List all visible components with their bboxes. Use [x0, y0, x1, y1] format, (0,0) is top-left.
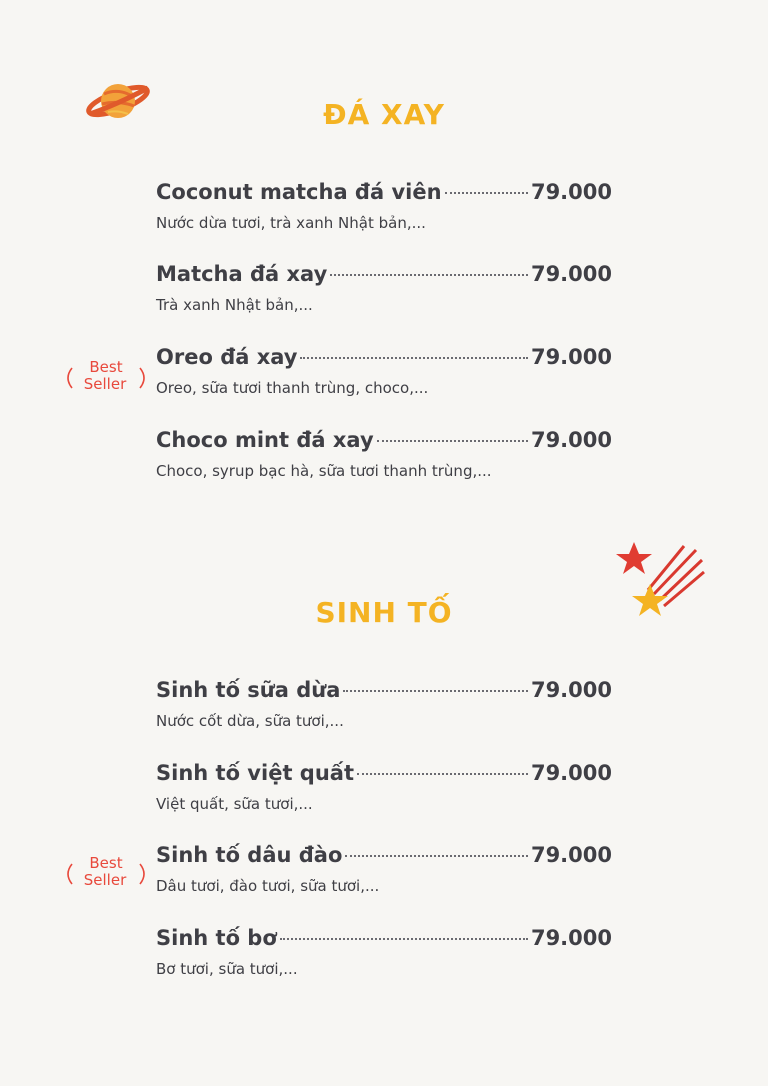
item-description: Nước cốt dừa, sữa tươi,... — [156, 712, 344, 730]
menu-item — [156, 926, 612, 978]
badge-line-1: Best — [89, 358, 123, 376]
item-price: 79.000 — [530, 678, 612, 702]
item-price: 79.000 — [530, 926, 612, 950]
item-name: Matcha đá xay — [156, 262, 328, 286]
item-price: 79.000 — [530, 428, 612, 452]
leader-dots — [280, 938, 528, 940]
section-title-sinh-to: SINH TỐ — [315, 596, 453, 629]
item-name: Sinh tố bơ — [156, 926, 277, 950]
item-description: Choco, syrup bạc hà, sữa tươi thanh trùng,... — [156, 462, 492, 480]
menu-item — [156, 843, 612, 895]
item-name: Coconut matcha đá viên — [156, 180, 442, 204]
item-price: 79.000 — [530, 262, 612, 286]
item-price: 79.000 — [530, 345, 612, 369]
item-description: Trà xanh Nhật bản,... — [156, 296, 313, 314]
leader-dots — [357, 773, 528, 775]
item-name: Sinh tố việt quất — [156, 761, 354, 785]
menu-item — [156, 262, 612, 314]
menu-item — [156, 428, 612, 480]
leader-dots — [343, 690, 528, 692]
item-name: Sinh tố dâu đào — [156, 843, 343, 867]
menu-item — [156, 678, 612, 730]
section-title-da-xay: ĐÁ XAY — [323, 98, 445, 131]
item-name: Choco mint đá xay — [156, 428, 374, 452]
item-description: Dâu tươi, đào tươi, sữa tươi,... — [156, 877, 380, 895]
badge-line-1: Best — [89, 854, 123, 872]
item-name: Sinh tố sữa dừa — [156, 678, 341, 702]
leader-dots — [377, 440, 528, 442]
item-price: 79.000 — [530, 180, 612, 204]
best-seller-badge — [62, 852, 150, 896]
item-description: Việt quất, sữa tươi,... — [156, 795, 313, 813]
leader-dots — [300, 357, 527, 359]
leader-dots — [445, 192, 528, 194]
menu-item — [156, 761, 612, 813]
badge-line-2: Seller — [83, 871, 127, 889]
leader-dots — [345, 855, 528, 857]
item-description: Bơ tươi, sữa tươi,... — [156, 960, 298, 978]
menu-item — [156, 180, 612, 232]
item-description: Oreo, sữa tươi thanh trùng, choco,... — [156, 379, 429, 397]
item-description: Nước dừa tươi, trà xanh Nhật bản,... — [156, 214, 426, 232]
item-price: 79.000 — [530, 761, 612, 785]
menu-item — [156, 345, 612, 397]
badge-line-2: Seller — [83, 375, 127, 393]
item-price: 79.000 — [530, 843, 612, 867]
best-seller-badge — [62, 356, 150, 400]
leader-dots — [330, 274, 528, 276]
item-name: Oreo đá xay — [156, 345, 298, 369]
